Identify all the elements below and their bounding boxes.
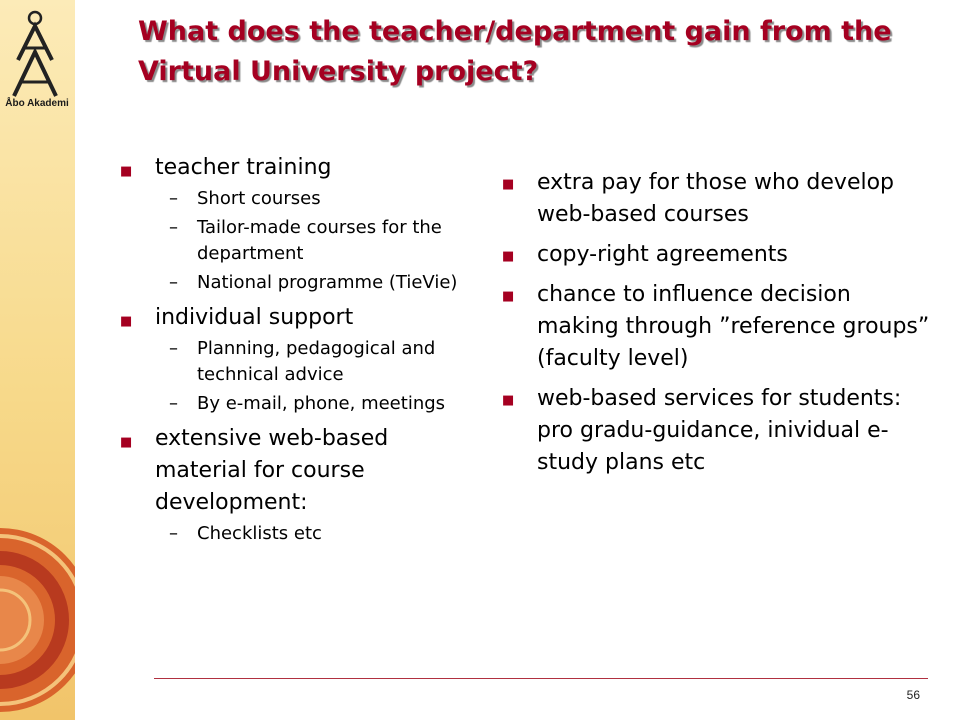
square-bullet-icon: ■ [120,435,133,450]
sub-list-item [155,391,483,417]
sub-list-item [155,336,483,388]
dash-bullet: – [169,338,178,359]
bullet-text: teacher training [155,155,332,180]
slide-title: What does the teacher/department gain from the Virtual University project? [138,16,892,87]
list-item [118,302,483,417]
right-bullet-list [500,167,930,479]
sub-item-text: Short courses [197,188,321,209]
sub-list-item [155,521,483,547]
sub-item-text: Tailor-made courses for the department [197,217,442,264]
sub-item-text: Checklists etc [197,523,322,544]
bullet-text: extensive web-based material for course development: [155,426,389,515]
page-number: 56 [906,688,920,702]
dash-bullet: – [169,217,178,238]
sub-list [155,186,483,296]
list-item [500,239,930,271]
logo-text: Åbo Akademi [5,98,69,109]
sub-list-item [155,215,483,267]
seal-emblem-icon [0,500,75,720]
footer-divider [154,678,928,679]
list-item [500,383,930,479]
sub-list [155,336,483,417]
sub-item-text: By e-mail, phone, meetings [197,393,446,414]
sub-list-item [155,270,483,296]
dash-bullet: – [169,523,178,544]
left-column [118,152,483,553]
right-column [500,167,930,487]
list-item [118,152,483,296]
list-item [118,423,483,547]
left-bullet-list [118,152,483,547]
sub-list [155,521,483,547]
sub-item-text: Planning, pedagogical and technical advice [197,338,436,385]
bullet-text: individual support [155,305,354,330]
square-bullet-icon: ■ [502,393,515,408]
square-bullet-icon: ■ [502,177,515,192]
dash-bullet: – [169,393,178,414]
dash-bullet: – [169,272,178,293]
square-bullet-icon: ■ [502,289,515,304]
list-item [500,167,930,231]
dash-bullet: – [169,188,178,209]
square-bullet-icon: ■ [120,314,133,329]
square-bullet-icon: ■ [120,164,133,179]
bullet-text: copy-right agreements [537,242,788,267]
bullet-text: extra pay for those who develop web-based courses [537,170,895,227]
bullet-text: web-based services for students: pro gradu-guidance, inividual e-study plans etc [537,386,902,475]
list-item [500,279,930,375]
square-bullet-icon: ■ [502,249,515,264]
left-decorative-band [0,0,75,720]
bullet-text: chance to influence decision making through ”reference groups” (faculty level) [537,282,930,371]
sub-list-item [155,186,483,212]
sub-item-text: National programme (TieVie) [197,272,458,293]
university-logo-icon [10,8,60,100]
